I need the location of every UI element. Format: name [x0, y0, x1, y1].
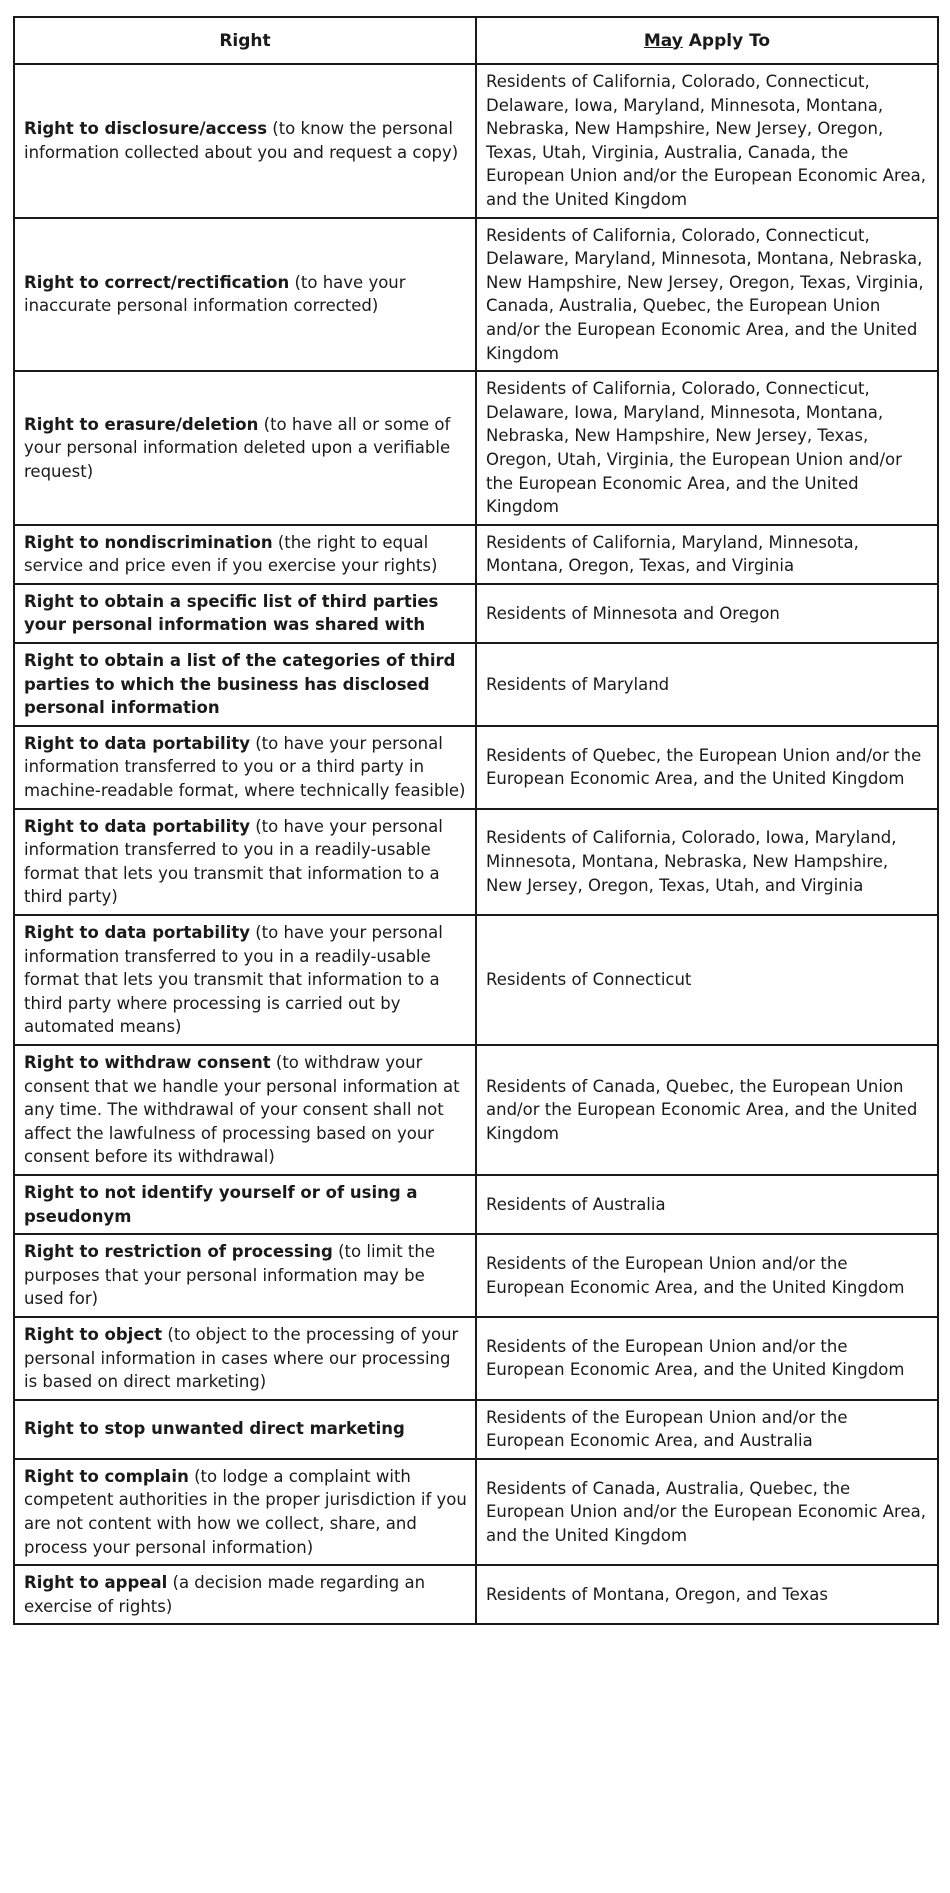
- table-row: [14, 64, 938, 218]
- right-name: Right to obtain a list of the categories of third parties to which the business has disclosed personal information: [24, 651, 456, 718]
- table-row: [14, 1459, 938, 1565]
- right-cell: [14, 726, 476, 809]
- right-description: (a decision made regarding an exercise of rights): [24, 1573, 426, 1616]
- table-row: [14, 1045, 938, 1175]
- right-name: Right to nondiscrimination: [24, 532, 273, 552]
- right-cell: [14, 218, 476, 372]
- applies-to-cell: Residents of Quebec, the European Union and/or the European Economic Area, and the United Kingdom: [476, 726, 938, 809]
- applies-to-cell: Residents of Canada, Australia, Quebec, the European Union and/or the European Economic Area, and the United Kingdom: [476, 1459, 938, 1565]
- table-body: [14, 64, 938, 1624]
- right-name: Right to withdraw consent: [24, 1052, 271, 1072]
- right-description: (to have your personal information transferred to you or a third party in machine-readable format, where technically feasible): [24, 733, 466, 801]
- table-row: [14, 643, 938, 726]
- table-row: [14, 809, 938, 915]
- right-name: Right to disclosure/access: [24, 119, 268, 139]
- right-description: (to limit the purposes that your personal information may be used for): [24, 1242, 435, 1309]
- table-row: [14, 1400, 938, 1459]
- header-may-underlined: May: [643, 30, 683, 51]
- right-description: (to have all or some of your personal information deleted upon a verifiable request): [24, 414, 451, 481]
- table-header-row: [14, 17, 938, 64]
- right-name: Right to not identify yourself or of using a pseudonym: [24, 1182, 418, 1226]
- applies-to-cell: Residents of Montana, Oregon, and Texas: [476, 1565, 938, 1624]
- right-description: (to lodge a complaint with competent authorities in the proper jurisdiction if you are not content with how we collect, share, and process your personal information): [24, 1466, 467, 1557]
- right-cell: [14, 1045, 476, 1175]
- table-row: [14, 584, 938, 643]
- header-apply-to: Apply To: [682, 30, 771, 51]
- table-row: [14, 525, 938, 584]
- right-cell: [14, 64, 476, 218]
- right-cell: [14, 525, 476, 584]
- rights-table: [13, 16, 939, 1625]
- right-cell: [14, 1175, 476, 1234]
- table-row: [14, 915, 938, 1045]
- table-row: [14, 1234, 938, 1317]
- right-cell: [14, 1400, 476, 1459]
- right-cell: [14, 1317, 476, 1400]
- right-description: (to withdraw your consent that we handle your personal information at any time. The withdrawal of your consent shall not affect the lawfulness of processing based on your consent before its withdrawal): [24, 1052, 460, 1167]
- applies-to-cell: Residents of the European Union and/or the European Economic Area, and the United Kingdom: [476, 1317, 938, 1400]
- right-cell: [14, 915, 476, 1045]
- applies-to-cell: Residents of Australia: [476, 1175, 938, 1234]
- applies-to-cell: Residents of California, Colorado, Connecticut, Delaware, Iowa, Maryland, Minnesota, Montana, Nebraska, New Hampshire, New Jersey, Texas, Oregon, Utah, Virginia, the European Union and/or the European Economic Area, and the United Kingdom: [476, 371, 938, 525]
- right-name: Right to stop unwanted direct marketing: [24, 1419, 405, 1439]
- table-row: [14, 371, 938, 525]
- right-name: Right to data portability: [24, 816, 250, 836]
- right-cell: [14, 809, 476, 915]
- applies-to-cell: Residents of Canada, Quebec, the European Union and/or the European Economic Area, and the United Kingdom: [476, 1045, 938, 1175]
- right-name: Right to data portability: [24, 923, 250, 942]
- applies-to-cell: Residents of California, Colorado, Connecticut, Delaware, Maryland, Minnesota, Montana, Nebraska, New Hampshire, New Jersey, Oregon, Texas, Virginia, Canada, Australia, Quebec, the European Union and/or the European Economic Area, and the United Kingdom: [476, 218, 938, 372]
- right-cell: [14, 643, 476, 726]
- table-row: [14, 1565, 938, 1624]
- header-right: Right: [14, 17, 476, 64]
- applies-to-cell: Residents of Maryland: [476, 643, 938, 726]
- right-description: (the right to equal service and price even if you exercise your rights): [24, 532, 438, 576]
- rights-table-container: [13, 16, 937, 1625]
- right-cell: [14, 1459, 476, 1565]
- right-cell: [14, 1234, 476, 1317]
- applies-to-cell: Residents of the European Union and/or the European Economic Area, and the United Kingdom: [476, 1234, 938, 1317]
- right-description: (to have your personal information transferred to you in a readily-usable format that lets you transmit that information to a third party where processing is carried out by automated means): [24, 923, 443, 1037]
- right-cell: [14, 584, 476, 643]
- applies-to-cell: Residents of California, Colorado, Connecticut, Delaware, Iowa, Maryland, Minnesota, Montana, Nebraska, New Hampshire, New Jersey, Oregon, Texas, Utah, Virginia, Australia, Canada, the European Union and/or the European Economic Area, and the United Kingdom: [476, 64, 938, 218]
- applies-to-cell: Residents of Connecticut: [476, 915, 938, 1045]
- right-cell: [14, 1565, 476, 1624]
- right-description: (to have your personal information transferred to you in a readily-usable format that lets you transmit that information to a third party): [24, 816, 443, 907]
- applies-to-cell: Residents of California, Maryland, Minnesota, Montana, Oregon, Texas, and Virginia: [476, 525, 938, 584]
- table-row: [14, 726, 938, 809]
- applies-to-cell: Residents of the European Union and/or the European Economic Area, and Australia: [476, 1400, 938, 1459]
- right-name: Right to complain: [24, 1466, 189, 1486]
- applies-to-cell: Residents of California, Colorado, Iowa, Maryland, Minnesota, Montana, Nebraska, New Hampshire, New Jersey, Oregon, Texas, Utah, and Virginia: [476, 809, 938, 915]
- table-row: [14, 218, 938, 372]
- right-name: Right to object: [24, 1324, 163, 1344]
- applies-to-cell: Residents of Minnesota and Oregon: [476, 584, 938, 643]
- header-may-apply-to: [476, 17, 938, 64]
- right-name: Right to correct/rectification: [24, 272, 290, 292]
- right-description: (to object to the processing of your personal information in cases where our processing is based on direct marketing): [24, 1324, 459, 1392]
- right-name: Right to obtain a specific list of third parties your personal information was shared with: [24, 591, 439, 635]
- table-row: [14, 1317, 938, 1400]
- right-name: Right to data portability: [24, 733, 250, 753]
- right-name: Right to erasure/deletion: [24, 414, 259, 434]
- right-description: (to know the personal information collected about you and request a copy): [24, 119, 459, 162]
- right-cell: [14, 371, 476, 525]
- table-row: [14, 1175, 938, 1234]
- right-description: (to have your inaccurate personal information corrected): [24, 272, 406, 316]
- right-name: Right to appeal: [24, 1573, 168, 1593]
- right-name: Right to restriction of processing: [24, 1242, 333, 1262]
